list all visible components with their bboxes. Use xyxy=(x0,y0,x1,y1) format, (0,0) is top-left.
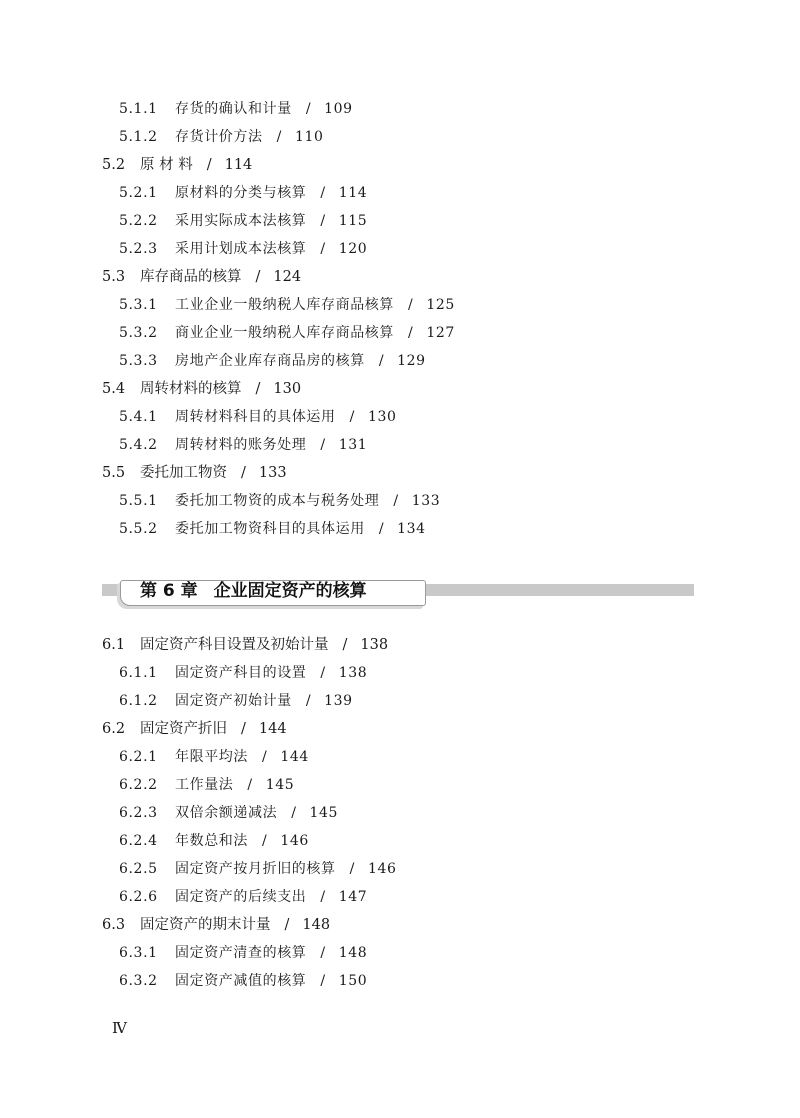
toc-title: 周转材料的核算 xyxy=(140,381,242,397)
toc-number: 5.1.2 xyxy=(119,129,158,145)
toc-separator: / xyxy=(320,889,326,905)
toc-page: 146 xyxy=(280,833,309,849)
toc-entry[interactable] xyxy=(119,748,309,766)
toc-separator: / xyxy=(342,637,348,653)
chapter-heading xyxy=(140,580,367,602)
toc-entry[interactable] xyxy=(102,916,330,934)
toc-separator: / xyxy=(349,409,355,425)
toc-title: 原材料的分类与核算 xyxy=(175,185,307,201)
toc-title: 固定资产按月折旧的核算 xyxy=(175,861,336,877)
toc-number: 5.5.1 xyxy=(119,493,158,509)
toc-number: 5.3.1 xyxy=(119,297,158,313)
toc-separator: / xyxy=(378,353,385,369)
toc-number: 5.3.2 xyxy=(119,325,158,341)
toc-number: 6.1 xyxy=(102,637,126,653)
toc-page: 138 xyxy=(360,637,389,653)
toc-separator: / xyxy=(320,185,326,201)
toc-separator: / xyxy=(276,129,282,145)
toc-page: 138 xyxy=(338,665,368,681)
toc-entry[interactable] xyxy=(119,944,367,962)
toc-separator: / xyxy=(262,749,268,765)
toc-separator: / xyxy=(349,861,355,877)
toc-entry[interactable] xyxy=(119,776,294,794)
toc-separator: / xyxy=(206,157,212,173)
toc-separator: / xyxy=(320,945,326,961)
toc-number: 5.5 xyxy=(102,465,126,481)
toc-separator: / xyxy=(284,917,290,933)
page-number: Ⅳ xyxy=(112,1019,127,1037)
toc-separator: / xyxy=(393,493,399,509)
toc-title: 固定资产清查的核算 xyxy=(175,945,307,961)
toc-page: 129 xyxy=(397,353,426,369)
toc-number: 6.2.2 xyxy=(119,777,158,793)
toc-separator: / xyxy=(378,521,385,537)
toc-separator: / xyxy=(247,777,253,793)
toc-title: 委托加工物资 xyxy=(140,465,227,481)
toc-separator: / xyxy=(241,465,246,481)
toc-entry[interactable] xyxy=(102,636,388,654)
toc-page: 133 xyxy=(411,493,441,509)
toc-title: 采用计划成本法核算 xyxy=(175,241,307,257)
toc-title: 周转材料的账务处理 xyxy=(175,437,307,453)
toc-number: 6.1.1 xyxy=(119,665,158,681)
toc-title: 存货的确认和计量 xyxy=(175,101,292,117)
toc-number: 5.4 xyxy=(102,381,126,397)
toc-title: 双倍余额递减法 xyxy=(175,805,278,821)
toc-entry[interactable] xyxy=(102,380,301,398)
toc-page: 144 xyxy=(258,721,287,737)
toc-page: 130 xyxy=(273,381,302,397)
toc-number: 6.2 xyxy=(102,721,126,737)
toc-title: 固定资产科目设置及初始计量 xyxy=(140,637,329,653)
toc-number: 6.3.2 xyxy=(119,973,158,989)
toc-entry[interactable] xyxy=(119,832,309,850)
toc-title: 库存商品的核算 xyxy=(140,269,242,285)
toc-title: 固定资产的期末计量 xyxy=(140,917,271,933)
toc-entry[interactable] xyxy=(119,100,353,118)
toc-title: 存货计价方法 xyxy=(175,129,263,145)
toc-entry[interactable] xyxy=(119,972,367,990)
toc-page: 148 xyxy=(338,945,368,961)
toc-page: 131 xyxy=(338,437,368,453)
toc-entry[interactable] xyxy=(119,324,455,342)
toc-title: 固定资产减值的核算 xyxy=(175,973,307,989)
toc-separator: / xyxy=(305,101,312,117)
toc-title: 固定资产初始计量 xyxy=(175,693,292,709)
toc-page: 110 xyxy=(294,129,324,145)
toc-number: 6.2.6 xyxy=(119,889,158,905)
toc-page: 139 xyxy=(324,693,353,709)
chapter-label: 第 6 章 xyxy=(140,581,198,601)
toc-number: 6.3 xyxy=(102,917,126,933)
toc-entry[interactable] xyxy=(102,464,287,482)
toc-page: 146 xyxy=(367,861,397,877)
toc-number: 6.3.1 xyxy=(119,945,158,961)
toc-page: 134 xyxy=(397,521,426,537)
toc-entry[interactable] xyxy=(119,352,426,370)
toc-entry[interactable] xyxy=(119,436,367,454)
toc-number: 6.2.3 xyxy=(119,805,158,821)
toc-page: 133 xyxy=(258,465,287,481)
toc-number: 5.2.3 xyxy=(119,241,158,257)
toc-separator: / xyxy=(305,693,312,709)
toc-number: 6.2.4 xyxy=(119,833,158,849)
toc-page: 145 xyxy=(309,805,339,821)
toc-entry[interactable] xyxy=(102,268,301,286)
toc-entry[interactable] xyxy=(119,664,367,682)
toc-number: 5.2.2 xyxy=(119,213,158,229)
toc-title: 固定资产科目的设置 xyxy=(175,665,307,681)
toc-entry[interactable] xyxy=(119,888,367,906)
toc-title: 采用实际成本法核算 xyxy=(175,213,307,229)
toc-entry[interactable] xyxy=(102,156,252,174)
toc-title: 工业企业一般纳税人库存商品核算 xyxy=(175,297,394,313)
toc-separator: / xyxy=(408,325,414,341)
toc-entry[interactable] xyxy=(119,408,396,426)
toc-entry[interactable] xyxy=(119,492,440,510)
toc-page: 114 xyxy=(338,185,368,201)
toc-separator: / xyxy=(255,381,261,397)
toc-entry[interactable] xyxy=(102,720,287,738)
toc-number: 6.1.2 xyxy=(119,693,158,709)
toc-separator: / xyxy=(241,721,246,737)
toc-separator: / xyxy=(320,973,326,989)
toc-title: 固定资产的后续支出 xyxy=(175,889,307,905)
toc-page: 114 xyxy=(224,157,253,173)
toc-separator: / xyxy=(291,805,297,821)
toc-page: 145 xyxy=(265,777,295,793)
toc-title: 商业企业一般纳税人库存商品核算 xyxy=(175,325,394,341)
toc-page: 147 xyxy=(338,889,368,905)
toc-separator: / xyxy=(320,213,326,229)
toc-separator: / xyxy=(320,241,326,257)
toc-number: 5.4.1 xyxy=(119,409,158,425)
toc-number: 5.3 xyxy=(102,269,126,285)
toc-entry[interactable] xyxy=(119,184,367,202)
toc-separator: / xyxy=(320,437,326,453)
toc-title: 委托加工物资科目的具体运用 xyxy=(175,521,365,537)
toc-number: 5.5.2 xyxy=(119,521,158,537)
toc-page: 124 xyxy=(273,269,302,285)
toc-page: 127 xyxy=(426,325,455,341)
toc-entry[interactable] xyxy=(119,520,426,538)
toc-page: 150 xyxy=(338,973,368,989)
toc-separator: / xyxy=(262,833,268,849)
toc-entry[interactable] xyxy=(119,860,396,878)
toc-number: 5.3.3 xyxy=(119,353,158,369)
toc-separator: / xyxy=(320,665,326,681)
toc-number: 5.2 xyxy=(102,157,126,173)
toc-page: 109 xyxy=(324,101,353,117)
toc-page: 125 xyxy=(426,297,455,313)
toc-entry[interactable] xyxy=(119,240,367,258)
toc-page: 115 xyxy=(338,213,368,229)
toc-title: 周转材料科目的具体运用 xyxy=(175,409,336,425)
toc-number: 6.2.1 xyxy=(119,749,158,765)
toc-title: 年限平均法 xyxy=(175,749,248,765)
toc-title: 工作量法 xyxy=(175,777,234,793)
toc-title: 原 材 料 xyxy=(140,157,193,173)
toc-page: 130 xyxy=(367,409,397,425)
toc-number: 5.1.1 xyxy=(119,101,158,117)
toc-title: 房地产企业库存商品房的核算 xyxy=(175,353,365,369)
toc-page: 120 xyxy=(338,241,368,257)
toc-page: 144 xyxy=(280,749,309,765)
toc-number: 5.4.2 xyxy=(119,437,158,453)
toc-entry[interactable] xyxy=(119,212,367,230)
toc-entry[interactable] xyxy=(119,804,338,822)
toc-title: 委托加工物资的成本与税务处理 xyxy=(175,493,380,509)
toc-title: 固定资产折旧 xyxy=(140,721,227,737)
toc-number: 6.2.5 xyxy=(119,861,158,877)
toc-entry[interactable] xyxy=(119,128,323,146)
toc-separator: / xyxy=(408,297,414,313)
toc-number: 5.2.1 xyxy=(119,185,158,201)
toc-separator: / xyxy=(255,269,261,285)
toc-title: 年数总和法 xyxy=(175,833,248,849)
chapter-title: 企业固定资产的核算 xyxy=(213,581,367,601)
toc-entry[interactable] xyxy=(119,692,353,710)
toc-entry[interactable] xyxy=(119,296,455,314)
toc-page: 148 xyxy=(302,917,331,933)
